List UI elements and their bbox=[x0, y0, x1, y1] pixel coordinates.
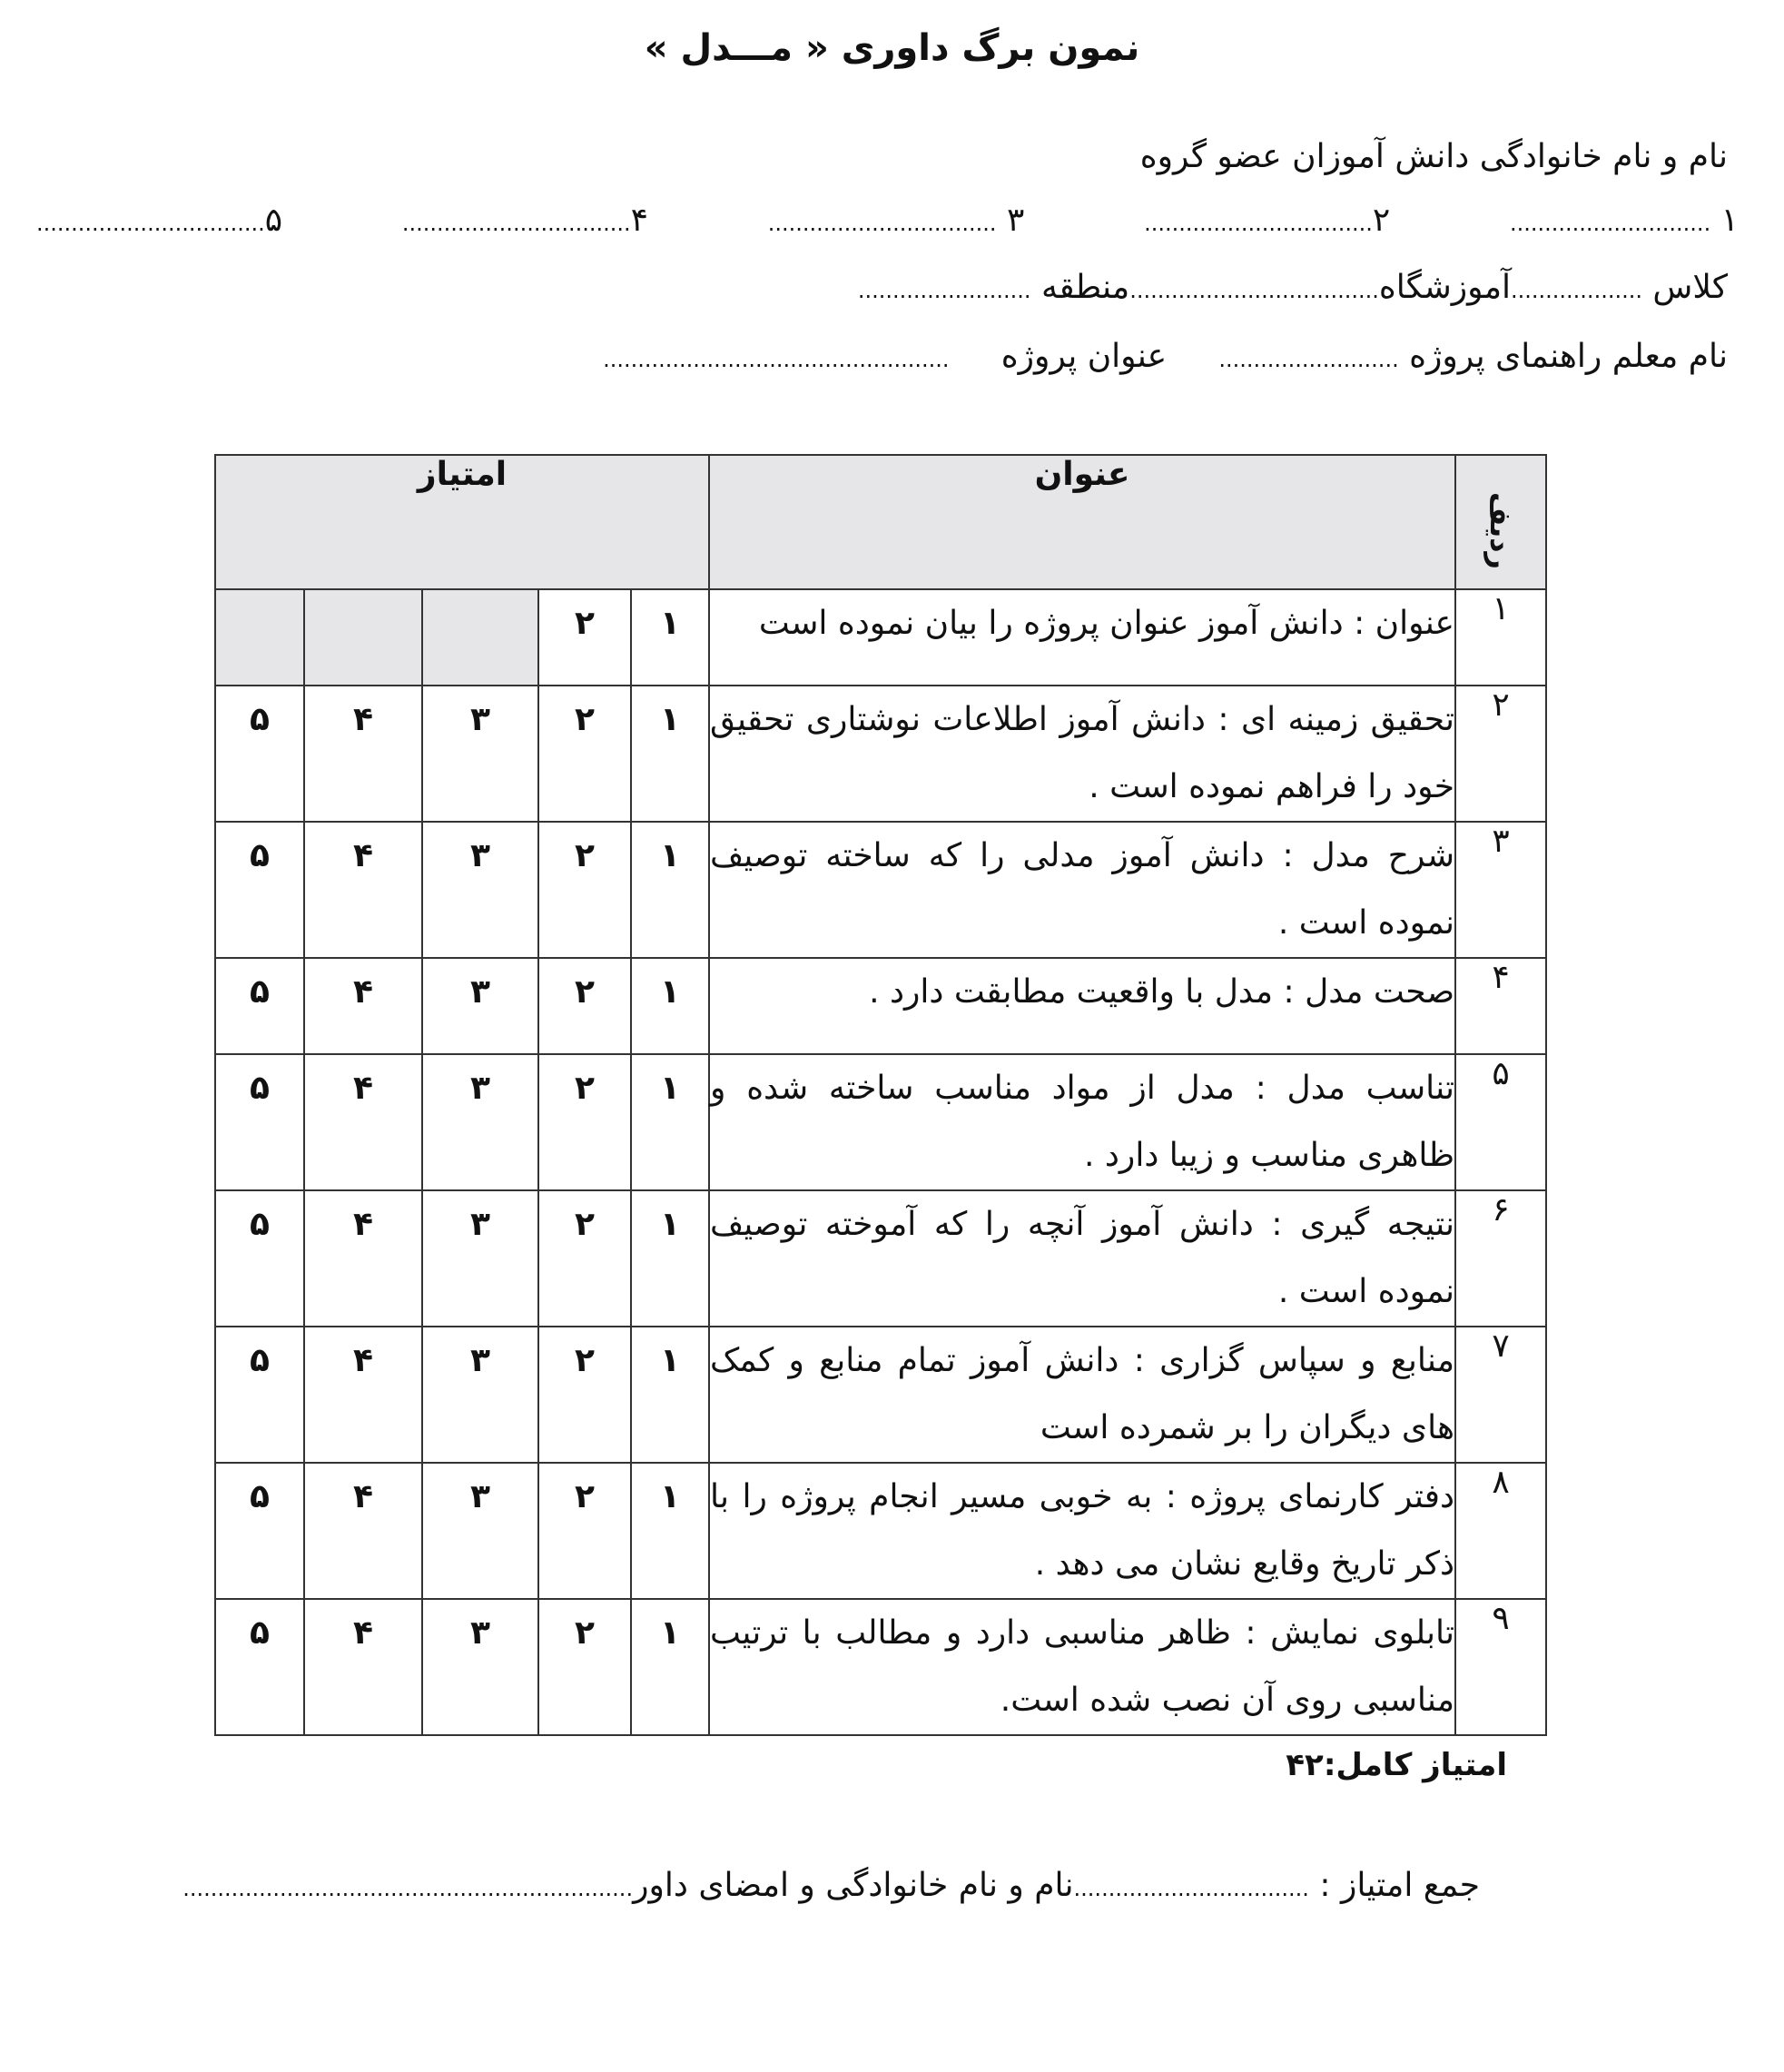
score-option[interactable]: ۵ bbox=[215, 1190, 304, 1327]
scoring-table bbox=[214, 454, 1547, 1736]
score-option[interactable]: ۱ bbox=[631, 1054, 709, 1190]
score-option[interactable]: ۱ bbox=[631, 958, 709, 1054]
table-row bbox=[215, 1327, 1546, 1463]
score-option[interactable]: ۵ bbox=[215, 686, 304, 822]
member-5: ۵................................. bbox=[36, 202, 283, 239]
criterion-text: تابلوی نمایش : ظاهر مناسبی دارد و مطالب با ترتیب مناسبی روی آن نصب شده است. bbox=[709, 1599, 1455, 1735]
score-option[interactable]: ۴ bbox=[304, 822, 422, 958]
row-number: ۳ bbox=[1455, 822, 1546, 958]
school-label: آموزشگاه bbox=[1378, 269, 1512, 306]
row-number: ۲ bbox=[1455, 686, 1546, 822]
score-option[interactable]: ۳ bbox=[422, 1463, 538, 1599]
score-option[interactable]: ۳ bbox=[422, 1054, 538, 1190]
score-disabled bbox=[422, 589, 538, 686]
class-label: کلاس bbox=[1652, 269, 1728, 306]
criterion-text: تحقیق زمینه ای : دانش آموز اطلاعات نوشتاری تحقیق خود را فراهم نموده است . bbox=[709, 686, 1455, 822]
score-option[interactable]: ۱ bbox=[631, 1327, 709, 1463]
score-option[interactable]: ۴ bbox=[304, 686, 422, 822]
score-option[interactable]: ۳ bbox=[422, 1599, 538, 1735]
members-row bbox=[36, 202, 1739, 239]
score-option[interactable]: ۳ bbox=[422, 686, 538, 822]
score-option[interactable]: ۲ bbox=[538, 958, 631, 1054]
score-option[interactable]: ۲ bbox=[538, 1327, 631, 1463]
score-disabled bbox=[304, 589, 422, 686]
score-option[interactable]: ۳ bbox=[422, 822, 538, 958]
score-option[interactable]: ۵ bbox=[215, 822, 304, 958]
header-score: امتیاز bbox=[215, 455, 709, 589]
criterion-text: صحت مدل : مدل با واقعیت مطابقت دارد . bbox=[709, 958, 1455, 1054]
criterion-text: عنوان : دانش آموز عنوان پروژه را بیان نموده است bbox=[709, 589, 1455, 686]
table-row bbox=[215, 1463, 1546, 1599]
score-option[interactable]: ۳ bbox=[422, 1327, 538, 1463]
score-option[interactable]: ۱ bbox=[631, 1463, 709, 1599]
header-title: عنوان bbox=[709, 455, 1455, 589]
score-option[interactable]: ۲ bbox=[538, 1463, 631, 1599]
row-number: ۸ bbox=[1455, 1463, 1546, 1599]
table-row bbox=[215, 822, 1546, 958]
row-number: ۹ bbox=[1455, 1599, 1546, 1735]
score-option[interactable]: ۵ bbox=[215, 1463, 304, 1599]
score-option[interactable]: ۴ bbox=[304, 1190, 422, 1327]
criterion-text: شرح مدل : دانش آموز مدلی را که ساخته توصیف نموده است . bbox=[709, 822, 1455, 958]
table-header-row bbox=[215, 455, 1546, 589]
row-number: ۶ bbox=[1455, 1190, 1546, 1327]
score-option[interactable]: ۵ bbox=[215, 958, 304, 1054]
member-3: ۳ ................................. bbox=[767, 202, 1025, 239]
score-option[interactable]: ۲ bbox=[538, 1054, 631, 1190]
header-row-number: ردیف bbox=[1455, 455, 1546, 589]
criterion-text: تناسب مدل : مدل از مواد مناسب ساخته شده و ظاهری مناسب و زیبا دارد . bbox=[709, 1054, 1455, 1190]
member-2: ۲................................. bbox=[1144, 202, 1391, 239]
teacher-row: نام معلم راهنمای پروژه .......................... عنوان پروژه .................................................. bbox=[603, 338, 1728, 375]
score-option[interactable]: ۵ bbox=[215, 1599, 304, 1735]
table-row bbox=[215, 1054, 1546, 1190]
score-option[interactable]: ۴ bbox=[304, 1599, 422, 1735]
teacher-label: نام معلم راهنمای پروژه bbox=[1409, 338, 1728, 375]
row-number: ۴ bbox=[1455, 958, 1546, 1054]
score-option[interactable]: ۱ bbox=[631, 1190, 709, 1327]
region-label: منطقه bbox=[1041, 269, 1130, 306]
row-number: ۵ bbox=[1455, 1054, 1546, 1190]
score-option[interactable]: ۴ bbox=[304, 1054, 422, 1190]
score-option[interactable]: ۱ bbox=[631, 686, 709, 822]
score-option[interactable]: ۲ bbox=[538, 686, 631, 822]
score-option[interactable]: ۳ bbox=[422, 958, 538, 1054]
score-option[interactable]: ۵ bbox=[215, 1054, 304, 1190]
criterion-text: منابع و سپاس گزاری : دانش آموز تمام منابع و کمک های دیگران را بر شمرده است bbox=[709, 1327, 1455, 1463]
row-number: ۷ bbox=[1455, 1327, 1546, 1463]
members-label: نام و نام خانوادگی دانش آموزان عضو گروه bbox=[1139, 138, 1728, 175]
score-option[interactable]: ۲ bbox=[538, 1190, 631, 1327]
form-title: نمون برگ داوری « مـــدل » bbox=[644, 27, 1140, 69]
judge-label: نام و نام خانوادگی و امضای داور bbox=[633, 1867, 1074, 1904]
class-school-region-row: کلاس ...................آموزشگاه....................................منطقه ......................... bbox=[857, 269, 1728, 306]
score-option[interactable]: ۲ bbox=[538, 822, 631, 958]
footer-signature-row: جمع امتیاز : ..................................نام و نام خانوادگی و امضای داور................................................................. bbox=[182, 1867, 1480, 1904]
score-option[interactable]: ۴ bbox=[304, 958, 422, 1054]
table-row bbox=[215, 589, 1546, 686]
score-disabled bbox=[215, 589, 304, 686]
project-title-label: عنوان پروژه bbox=[1000, 338, 1168, 375]
score-option[interactable]: ۱ bbox=[631, 1599, 709, 1735]
score-option[interactable]: ۴ bbox=[304, 1463, 422, 1599]
score-option[interactable]: ۲ bbox=[538, 589, 631, 686]
criterion-text: نتیجه گیری : دانش آموز آنچه را که آموخته توصیف نموده است . bbox=[709, 1190, 1455, 1327]
table-row bbox=[215, 1190, 1546, 1327]
score-option[interactable]: ۱ bbox=[631, 589, 709, 686]
member-4: ۴................................. bbox=[401, 202, 648, 239]
score-option[interactable]: ۳ bbox=[422, 1190, 538, 1327]
score-option[interactable]: ۱ bbox=[631, 822, 709, 958]
row-number: ۱ bbox=[1455, 589, 1546, 686]
score-option[interactable]: ۴ bbox=[304, 1327, 422, 1463]
table-row bbox=[215, 958, 1546, 1054]
member-1: ۱ ............................. bbox=[1509, 202, 1739, 239]
criterion-text: دفتر کارنمای پروژه : به خوبی مسیر انجام پروژه را با ذکر تاریخ وقایع نشان می دهد . bbox=[709, 1463, 1455, 1599]
score-option[interactable]: ۲ bbox=[538, 1599, 631, 1735]
score-option[interactable]: ۵ bbox=[215, 1327, 304, 1463]
table-row bbox=[215, 1599, 1546, 1735]
table-row bbox=[215, 686, 1546, 822]
sum-label: جمع امتیاز : bbox=[1319, 1867, 1480, 1904]
total-score-note: امتیاز کامل:۴۲ bbox=[1286, 1747, 1507, 1783]
